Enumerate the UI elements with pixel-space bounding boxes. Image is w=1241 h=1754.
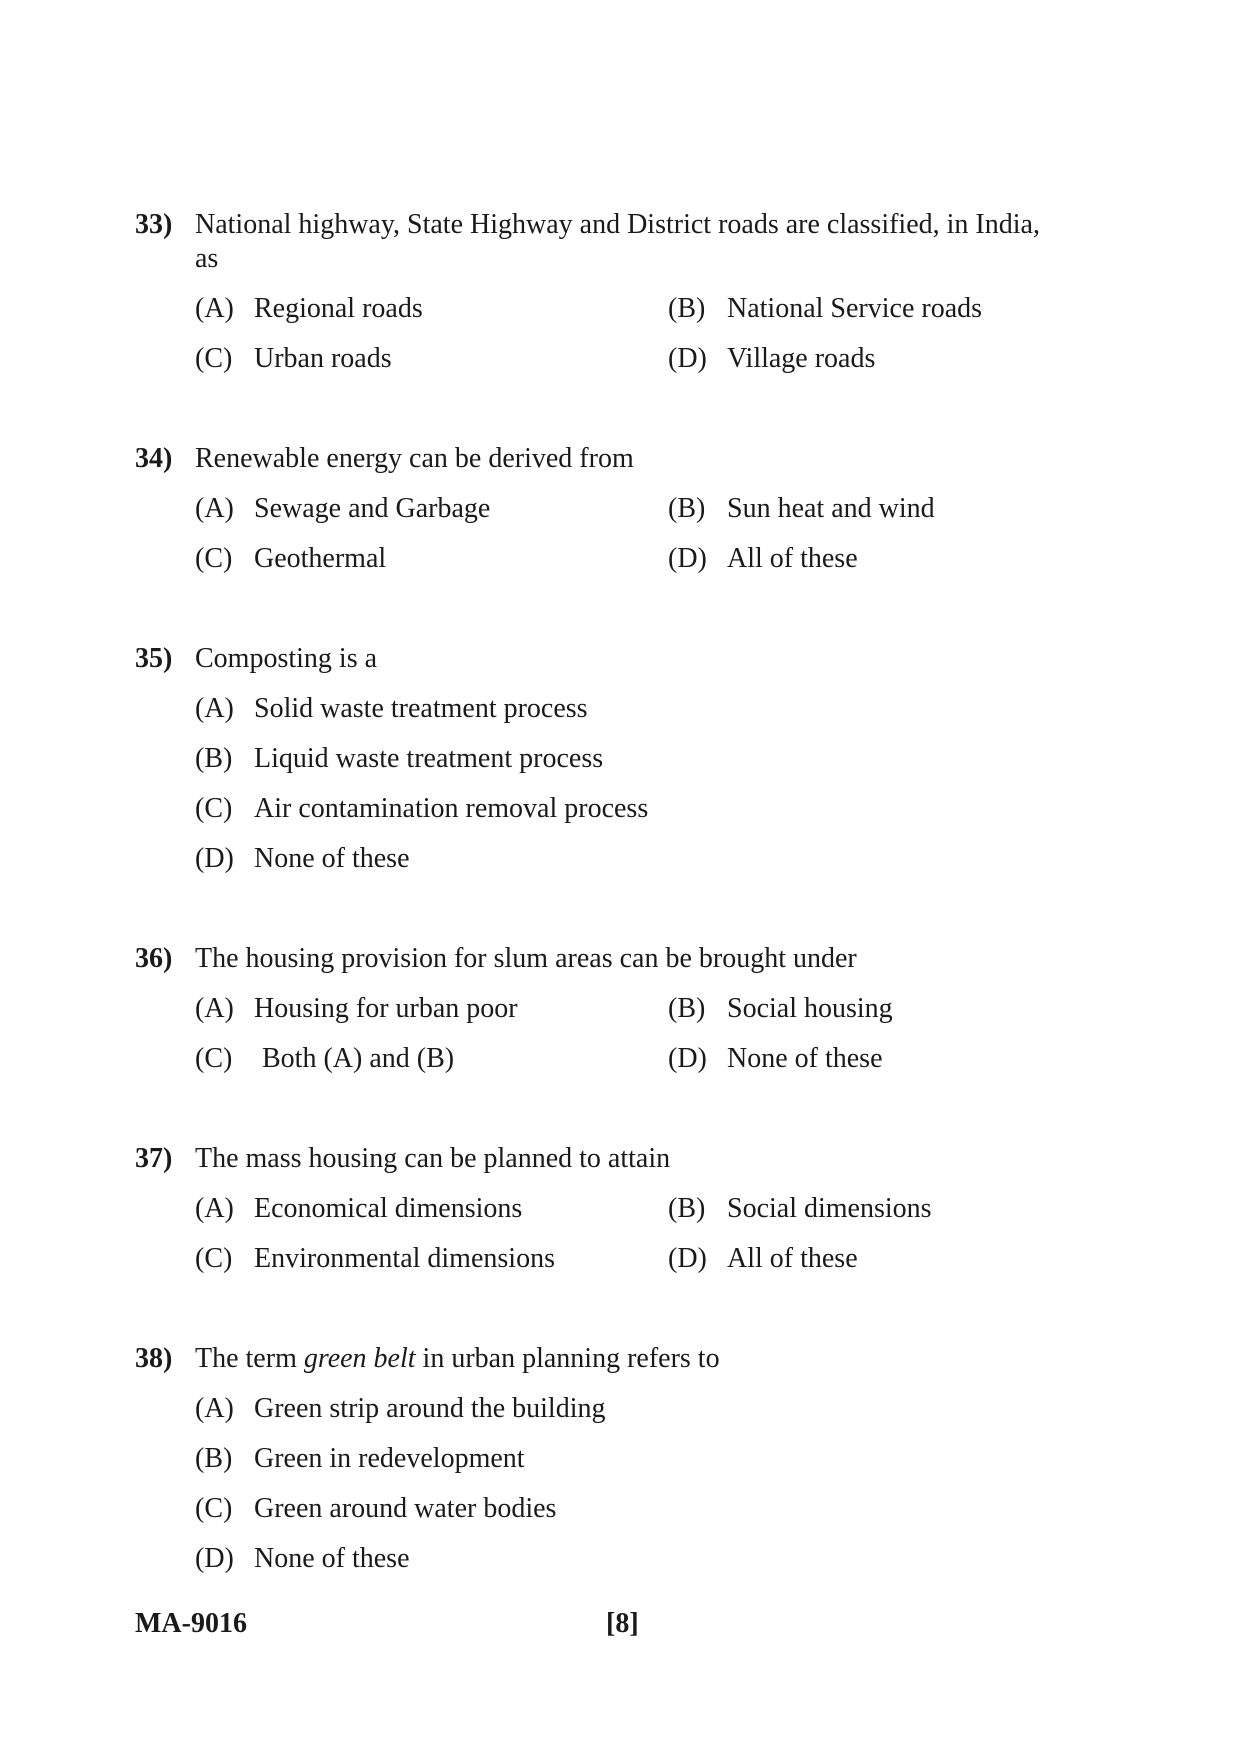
option-text: Green around water bodies — [254, 1493, 557, 1524]
option-label: (A) — [195, 293, 234, 324]
question-number: 34) — [135, 443, 173, 474]
option-label: (B) — [195, 1443, 233, 1474]
option-label: (A) — [195, 993, 234, 1024]
option-text: Air contamination removal process — [254, 793, 649, 824]
option-label: (B) — [195, 743, 233, 774]
option-label: (B) — [668, 1193, 706, 1224]
option-text: Sewage and Garbage — [254, 493, 491, 524]
option-text: Geothermal — [254, 543, 387, 574]
option-d — [668, 1042, 883, 1076]
option-b — [668, 1192, 932, 1226]
option-label: (C) — [195, 343, 233, 374]
question-text-after: in urban planning refers to — [415, 1343, 720, 1374]
question-text: Composting is a — [195, 643, 378, 674]
option-label: (C) — [195, 543, 233, 574]
question-text-line2: as — [195, 243, 219, 274]
question-number: 36) — [135, 943, 173, 974]
option-text: Regional roads — [254, 293, 423, 324]
option-a — [195, 692, 588, 726]
question-number: 33) — [135, 209, 173, 240]
question-text: The mass housing can be planned to attain — [195, 1143, 671, 1174]
option-c — [195, 792, 648, 826]
option-label: (A) — [195, 493, 234, 524]
option-label: (C) — [195, 793, 233, 824]
option-c — [195, 342, 392, 376]
option-text: Both (A) and (B) — [262, 1043, 455, 1074]
option-label: (B) — [668, 293, 706, 324]
option-a — [195, 1392, 605, 1426]
option-label: (A) — [195, 1393, 234, 1424]
option-a — [195, 292, 423, 326]
option-text: Environmental dimensions — [254, 1243, 555, 1274]
option-label: (D) — [195, 1543, 234, 1574]
option-text: All of these — [727, 543, 858, 574]
option-text: None of these — [254, 843, 410, 874]
option-d — [668, 542, 858, 576]
option-text: Village roads — [727, 343, 876, 374]
option-label: (A) — [195, 1193, 234, 1224]
option-text: Economical dimensions — [254, 1193, 523, 1224]
page-number: [8] — [606, 1608, 639, 1639]
option-c — [195, 1042, 454, 1076]
option-label: (D) — [668, 343, 707, 374]
option-a — [195, 1192, 522, 1226]
option-d — [668, 342, 875, 376]
option-text: Liquid waste treatment process — [254, 743, 604, 774]
option-label: (D) — [668, 543, 707, 574]
option-d — [668, 1242, 858, 1276]
question-text-line1: National highway, State Highway and District roads are classified, in India, — [195, 209, 1040, 240]
option-label: (C) — [195, 1243, 233, 1274]
option-b — [668, 292, 982, 326]
question-text — [195, 1342, 1095, 1376]
question-number: 38) — [135, 1343, 173, 1374]
option-c — [195, 1242, 555, 1276]
option-a — [195, 492, 490, 526]
option-label: (C) — [195, 1043, 233, 1074]
option-text: Urban roads — [254, 343, 392, 374]
option-d — [195, 842, 410, 876]
question-text-before: The term — [195, 1343, 304, 1374]
option-c — [195, 542, 386, 576]
option-a — [195, 992, 518, 1026]
option-text: All of these — [727, 1243, 858, 1274]
option-text: National Service roads — [727, 293, 983, 324]
option-label: (B) — [668, 993, 706, 1024]
option-text: Sun heat and wind — [727, 493, 935, 524]
question-number: 37) — [135, 1143, 173, 1174]
option-text: Social dimensions — [727, 1193, 932, 1224]
option-text: Social housing — [727, 993, 893, 1024]
question-text-italic: green belt — [303, 1343, 416, 1374]
option-label: (B) — [668, 493, 706, 524]
option-c — [195, 1492, 556, 1526]
option-d — [195, 1542, 410, 1576]
option-b — [195, 1442, 525, 1476]
option-b — [668, 992, 893, 1026]
question-text: The housing provision for slum areas can be brought under — [195, 943, 857, 974]
option-label: (A) — [195, 693, 234, 724]
option-label: (D) — [668, 1043, 707, 1074]
option-text: None of these — [727, 1043, 883, 1074]
option-text: None of these — [254, 1543, 410, 1574]
question-text: Renewable energy can be derived from — [195, 443, 634, 474]
option-label: (D) — [668, 1243, 707, 1274]
question-number: 35) — [135, 643, 173, 674]
paper-code: MA-9016 — [135, 1608, 247, 1639]
option-label: (C) — [195, 1493, 233, 1524]
option-text: Housing for urban poor — [254, 993, 518, 1024]
option-text: Green in redevelopment — [254, 1443, 525, 1474]
option-b — [195, 742, 603, 776]
option-b — [668, 492, 935, 526]
question-text — [195, 208, 1095, 276]
option-text: Green strip around the building — [254, 1393, 606, 1424]
option-text: Solid waste treatment process — [254, 693, 588, 724]
option-label: (D) — [195, 843, 234, 874]
